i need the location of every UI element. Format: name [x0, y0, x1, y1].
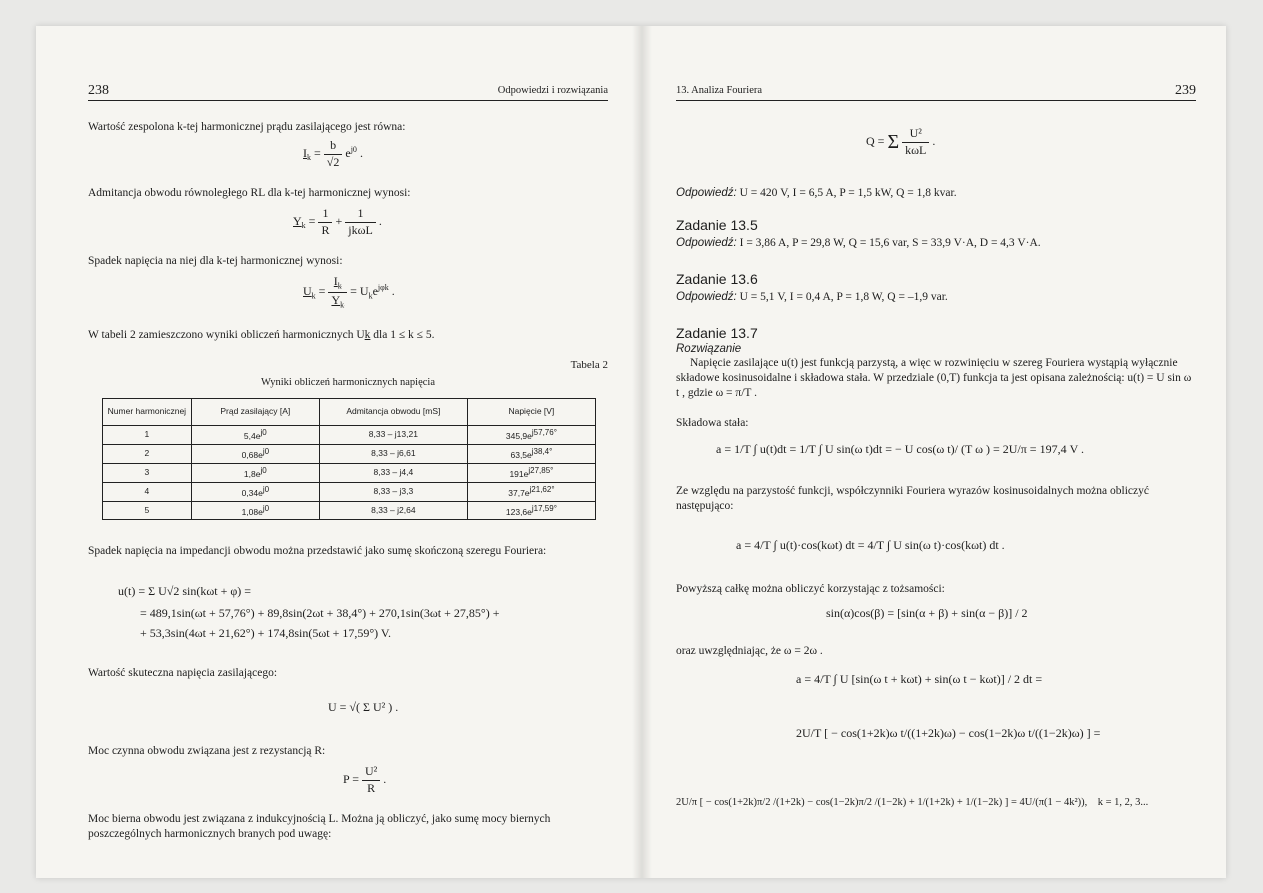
- table-cell: 2: [103, 444, 192, 463]
- right-running-head: [676, 84, 1196, 101]
- equation-active-power: P = $\frac{\text{U²}}{R}$ .: [343, 764, 387, 795]
- table-row: [103, 482, 596, 501]
- left-paragraph-1: Wartość zespolona k-tej harmonicznej prądu zasilającego jest równa:: [88, 121, 406, 133]
- right-paragraph-5: oraz uwzględniając, że ω = 2ω .: [676, 645, 823, 657]
- answer-13-5: Odpowiedź: I = 3,86 A, P = 29,8 W, Q = 15,6 var, S = 33,9 V·A, D = 4,3 V·A.: [676, 237, 1041, 249]
- left-paragraph-7: Moc czynna obwodu związana jest z rezystancją R:: [88, 745, 326, 757]
- left-running-head: [88, 84, 608, 101]
- left-page: [88, 26, 608, 878]
- table-cell: 0,68ej0: [191, 444, 319, 463]
- equation-dc-component: a = 1/T ∫ u(t)dt = 1/T ∫ U sin(ω t)dt = − U cos(ω t)/ (T ω ) = 2U/π = 197,4 V .: [716, 442, 1085, 456]
- left-paragraph-5: Spadek napięcia na impedancji obwodu można przedstawić jako sumę skończoną szeregu Fouriera:: [88, 545, 547, 557]
- table-header: Admitancja obwodu [mS]: [319, 399, 467, 426]
- table-cell: 3: [103, 463, 192, 482]
- table-header: Prąd zasilający [A]: [191, 399, 319, 426]
- table-cell: 1: [103, 426, 192, 445]
- solution-label: Rozwiązanie: [676, 343, 742, 355]
- answer-13-6: Odpowiedź: U = 5,1 V, I = 0,4 A, P = 1,8 W, Q = –1,9 var.: [676, 291, 948, 303]
- table-header-row: [103, 399, 596, 426]
- book-gutter: [632, 26, 652, 878]
- table-cell: 0,34ej0: [191, 482, 319, 501]
- equation-voltage: $U_k$ = $\frac{I_k}{Y_k}$ = $U_ke^{j\varphi k}$ .: [303, 274, 395, 310]
- table-row: [103, 463, 596, 482]
- equation-fourier-line2: = 489,1sin(ωt + 57,76°) + 89,8sin(2ωt + 38,4°) + 270,1sin(3ωt + 27,85°) +: [140, 606, 500, 620]
- equation-fourier-sum: u(t) = Σ U√2 sin(kωt + φ) =: [118, 584, 252, 598]
- table-cell: 8,33 – j4,4: [319, 463, 467, 482]
- left-page-number: 238: [88, 83, 109, 98]
- equation-ak-integral: a = 4/T ∫ U [sin(ω t + kωt) + sin(ω t − kωt)] / 2 dt =: [796, 672, 1043, 686]
- left-paragraph-2: Admitancja obwodu równoległego RL dla k-tej harmonicznej wynosi:: [88, 187, 411, 199]
- table-cell: 5,4ej0: [191, 426, 319, 445]
- equation-admittance: $Y_k$ = $\frac{1}{R}$ + $\frac{1}{\text{jkωL}}$ .: [293, 206, 382, 237]
- right-paragraph-3: Ze względu na parzystość funkcji, współczynniki Fouriera wyrazów kosinusoidalnych można obliczyć następująco:: [676, 485, 1149, 512]
- table-cell: 8,33 – j13,21: [319, 426, 467, 445]
- book-spread: [36, 26, 1226, 878]
- harmonics-table: [102, 398, 596, 520]
- table-row: [103, 444, 596, 463]
- table-row: [103, 426, 596, 445]
- answer-13-4: Odpowiedź: U = 420 V, I = 6,5 A, P = 1,5 kW, Q = 1,8 kvar.: [676, 187, 957, 199]
- table-cell: 63,5ej38,4°: [467, 444, 595, 463]
- table-cell: 5: [103, 501, 192, 520]
- table-cell: 123,6ej17,59°: [467, 501, 595, 520]
- left-paragraph-8: Moc bierna obwodu jest związana z indukcyjnością L. Można ją obliczyć, jako sumę mocy biernych poszczególnych harmonicznych branych pod uwagę:: [88, 813, 551, 840]
- table-label: Tabela 2: [570, 359, 608, 371]
- table-cell: 8,33 – j6,61: [319, 444, 467, 463]
- table-cell: 4: [103, 482, 192, 501]
- right-running-title: 13. Analiza Fouriera: [676, 85, 763, 96]
- equation-current: $I_k$ = $\frac{b}{√2}$ $e^{j0}$ .: [303, 138, 363, 169]
- equation-cosine-coefficients: a = 4/T ∫ u(t)·cos(kωt) dt = 4/T ∫ U sin(ω t)·cos(kωt) dt .: [736, 538, 1005, 552]
- right-page: [676, 26, 1196, 878]
- right-page-number: 239: [1175, 83, 1196, 98]
- table-cell: 1,8ej0: [191, 463, 319, 482]
- table-title: Wyniki obliczeń harmonicznych napięcia: [260, 377, 435, 388]
- left-running-title: Odpowiedzi i rozwiązania: [497, 85, 608, 96]
- right-paragraph-1: Napięcie zasilające u(t) jest funkcją parzystą, a więc w rozwinięciu w szereg Fouriera wystąpią wyłącznie składowe kosinusoidalne i składowa stała. W przedziale (0,T) funkcja ta jest opisana zależnością: u(t) = U sin ω t , gdzie ω = π/T .: [676, 357, 1192, 399]
- equation-reactive-power: Q = Σ $\frac{\text{U²}}{\text{kωL}}$ .: [866, 126, 936, 157]
- equation-identity: sin(α)cos(β) = [sin(α + β) + sin(α − β)] / 2: [826, 606, 1028, 620]
- left-paragraph-4: W tabeli 2 zamieszczono wyniki obliczeń harmonicznych Uk dla 1 ≤ k ≤ 5.: [88, 329, 435, 341]
- table-cell: 1,08ej0: [191, 501, 319, 520]
- table-cell: 37,7ej21,62°: [467, 482, 595, 501]
- task-13-5-heading: Zadanie 13.5: [676, 217, 758, 233]
- table-cell: 191ej27,85°: [467, 463, 595, 482]
- table-header: Numer harmonicznej: [103, 399, 192, 426]
- right-paragraph-4: Powyższą całkę można obliczyć korzystając z tożsamości:: [676, 583, 945, 595]
- equation-rms-voltage: U = √( Σ U² ) .: [328, 700, 399, 714]
- left-paragraph-6: Wartość skuteczna napięcia zasilającego:: [88, 667, 278, 679]
- right-paragraph-2: Składowa stała:: [676, 417, 749, 429]
- task-13-7-heading: Zadanie 13.7: [676, 325, 758, 341]
- table-cell: 8,33 – j3,3: [319, 482, 467, 501]
- table-row: [103, 501, 596, 520]
- left-paragraph-3: Spadek napięcia na niej dla k-tej harmonicznej wynosi:: [88, 255, 343, 267]
- equation-fourier-line3: + 53,3sin(4ωt + 21,62°) + 174,8sin(5ωt + 17,59°) V.: [140, 626, 392, 640]
- equation-ak-evaluated: 2U/T [ − cos(1+2k)ω t/((1+2k)ω) − cos(1−2k)ω t/((1−2k)ω) ] =: [796, 726, 1101, 740]
- task-13-6-heading: Zadanie 13.6: [676, 271, 758, 287]
- table-cell: 8,33 – j2,64: [319, 501, 467, 520]
- table-header: Napięcie [V]: [467, 399, 595, 426]
- table-cell: 345,9ej57,76°: [467, 426, 595, 445]
- equation-ak-result: 2U/π [ − cos(1+2k)π/2 /(1+2k) − cos(1−2k)π/2 /(1−2k) + 1/(1+2k) + 1/(1−2k) ] = 4U/(π(1 − 4k²)), k = 1, 2, 3...: [676, 797, 1149, 808]
